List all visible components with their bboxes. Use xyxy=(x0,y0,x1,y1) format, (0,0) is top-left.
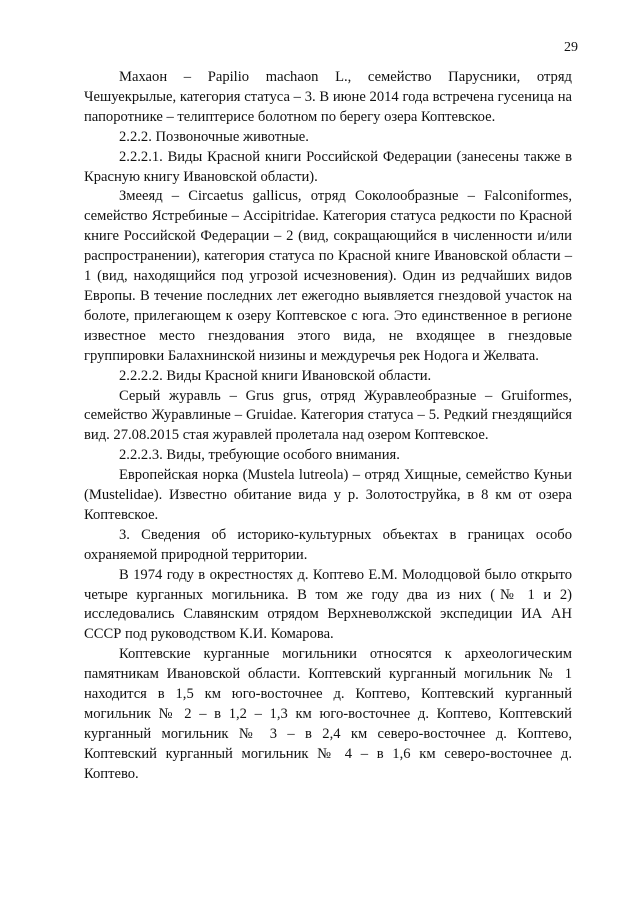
body-text xyxy=(84,68,572,785)
heading-special-attention: 2.2.2.3. Виды, требующие особого внимания. xyxy=(119,447,400,464)
paragraph-barrows-locations: Коптевские курганные могильники относятся к археологическим памятникам Ивановской области. Коптевский курганный могильник № 1 находится в 1,5 км юго-восточнее д. Коптево, Коптевский курганный могильник № 2 – в 1,2 – 1,3 км юго-восточнее д. Коптево, Коптевский курганный могильник № 3 – в 2,4 км северо-восточнее д. Коптево, Коптевский курганный могильник № 4 – в 1,6 км северо-восточнее д. Коптево. xyxy=(84,646,572,782)
heading-red-book-ivanovo: 2.2.2.2. Виды Красной книги Ивановской области. xyxy=(119,367,432,384)
paragraph-common-crane: Серый журавль – Grus grus, отряд Журавлеобразные – Gruiformes, семейство Журавлиные – Gruidae. Категория статуса – 5. Редкий гнездящийся вид. 27.08.2015 стая журавлей пролетала над озером Коптевское. xyxy=(84,387,572,444)
heading-red-book-russia: 2.2.2.1. Виды Красной книги Российской Федерации (занесены также в Красную книгу Ивановской области). xyxy=(84,148,572,185)
paragraph-swallowtail: Махаон – Papilio machaon L., семейство Парусники, отряд Чешуекрылые, категория статуса – 3. В июне 2014 года встречена гусеница на папоротнике – телиптерисе болотном по берегу озера Коптевское. xyxy=(84,69,572,125)
paragraph-european-mink: Европейская норка (Mustela lutreola) – отряд Хищные, семейство Куньи (Mustelidae). Известно обитание вида у р. Золотоструйка, в 8 км от озера Коптевское. xyxy=(84,467,572,523)
heading-cultural-objects: 3. Сведения об историко-культурных объектах в границах особо охраняемой природной территории. xyxy=(84,526,572,563)
paragraph-short-toed-eagle: Змееяд – Circaetus gallicus, отряд Соколообразные – Falconiformes, семейство Ястребиные – Accipitridae. Категория статуса редкости по Красной книге Российской Федерации – 2 (вид, сокращающийся в численности и/или распространении), категория статуса по Красной книге Ивановской области – 1 (вид, находящийся под угрозой исчезновения). Один из редчайших видов Европы. В течение последних лет ежегодно выявляется гнездовой участок на болоте, прилегающем к озеру Коптевское с юга. Это единственное в регионе известное место гнездования этого вида, не входящее в гнездовые группировки Балахнинской низины и междуречья рек Нодога и Желвата. xyxy=(84,188,572,364)
paragraph-barrows-discovery: В 1974 году в окрестностях д. Коптево Е.М. Молодцовой было открыто четыре курганных могильника. В том же году два из них (№ 1 и 2) исследовались Славянским отрядом Верхневолжской экспедиции ИА АН СССР под руководством К.И. Комарова. xyxy=(84,566,572,643)
page-number: 29 xyxy=(564,40,578,55)
heading-vertebrates: 2.2.2. Позвоночные животные. xyxy=(119,128,309,145)
